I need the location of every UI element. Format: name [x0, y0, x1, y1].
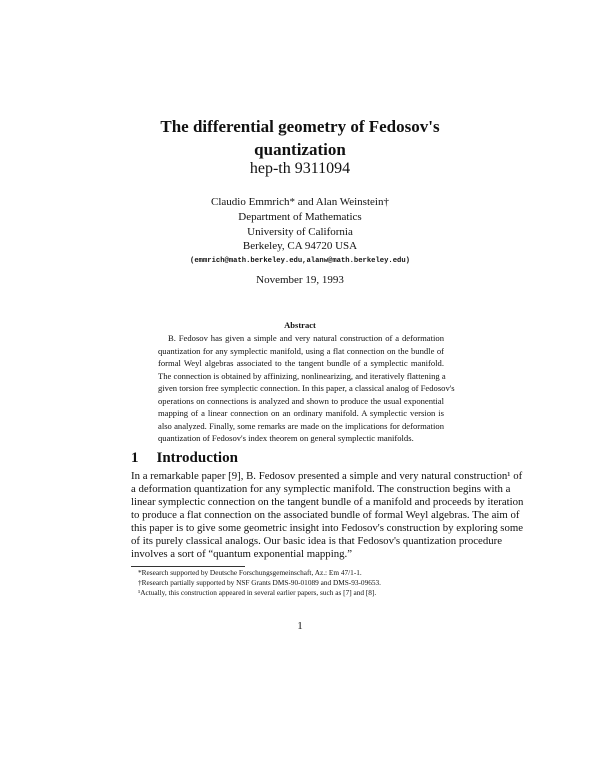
intro-line: to produce a flat connection on the associated bundle of formal Weyl algebras. The aim of [131, 509, 520, 521]
abstract-line: also analyzed. Finally, some remarks are made on the implications for deformation [158, 420, 444, 431]
footnote: ¹Actually, this construction appeared in several earlier papers, such as [7] and [8]. [138, 588, 377, 597]
abstract-line: The connection is obtained by affinizing, nonlinearizing, and iteratively flattening a [158, 370, 446, 381]
emails: (emmrich@math.berkeley.edu,alanw@math.berkeley.edu) [190, 257, 410, 265]
intro-line: this paper is to give some geometric insight into Fedosov's construction by exploring some [131, 522, 524, 534]
intro-line: In a remarkable paper [9], B. Fedosov presented a simple and very natural construction¹ of [131, 470, 523, 482]
footnote: †Research partially supported by NSF Grants DMS-90-01089 and DMS-93-09653. [138, 578, 381, 587]
abstract-line: formal Weyl algebras associated to the tangent bundle of a symplectic manifold. [158, 358, 444, 368]
intro-line: linear symplectic connection on the tangent bundle of a manifold and proceeds by iteration [131, 496, 524, 508]
footnote: *Research supported by Deutsche Forschungsgemeinschaft, Az.: Em 47/1-1. [138, 568, 362, 577]
page-number: 1 [297, 620, 303, 632]
section-heading [131, 450, 256, 467]
footnote-rule [131, 566, 245, 567]
date: November 19, 1993 [256, 274, 344, 286]
abstract-line: B. Fedosov has given a simple and very natural construction of a deformation [168, 333, 444, 343]
abstract-line: mapping of a linear connection on an ordinary manifold. A symplectic version is [158, 408, 444, 418]
intro-line: of its purely classical analogs. Our basic idea is that Fedosov's quantization procedure [131, 535, 503, 547]
abstract-heading: Abstract [284, 320, 316, 330]
abstract-line: quantization for any symplectic manifold, using a flat connection on the bundle of [158, 345, 444, 356]
section-title: Introduction [156, 450, 238, 466]
section-number: 1 [131, 450, 139, 466]
arxiv-id: hep-th 9311094 [249, 160, 351, 177]
intro-line: a deformation quantization for any symplectic manifold. The construction begins with a [131, 483, 511, 495]
intro-line: involves a sort of “quantum exponential mapping.” [131, 548, 352, 560]
address: Berkeley, CA 94720 USA [242, 240, 358, 252]
department: Department of Mathematics [238, 211, 362, 223]
abstract-line: quantization of Fedosov's index theorem on general symplectic manifolds. [158, 433, 414, 443]
author-names: Claudio Emmrich* and Alan Weinstein† [211, 196, 389, 208]
abstract-line: operations on connections is analyzed and shown to produce the usual exponential [158, 395, 444, 406]
paper-title-line1: The differential geometry of Fedosov's [160, 117, 440, 136]
paper-title-line2: quantization [254, 140, 346, 159]
abstract-line: given torsion free symplectic connection. In this paper, a classical analog of Fedosov's [158, 383, 455, 393]
university: University of California [247, 226, 353, 238]
